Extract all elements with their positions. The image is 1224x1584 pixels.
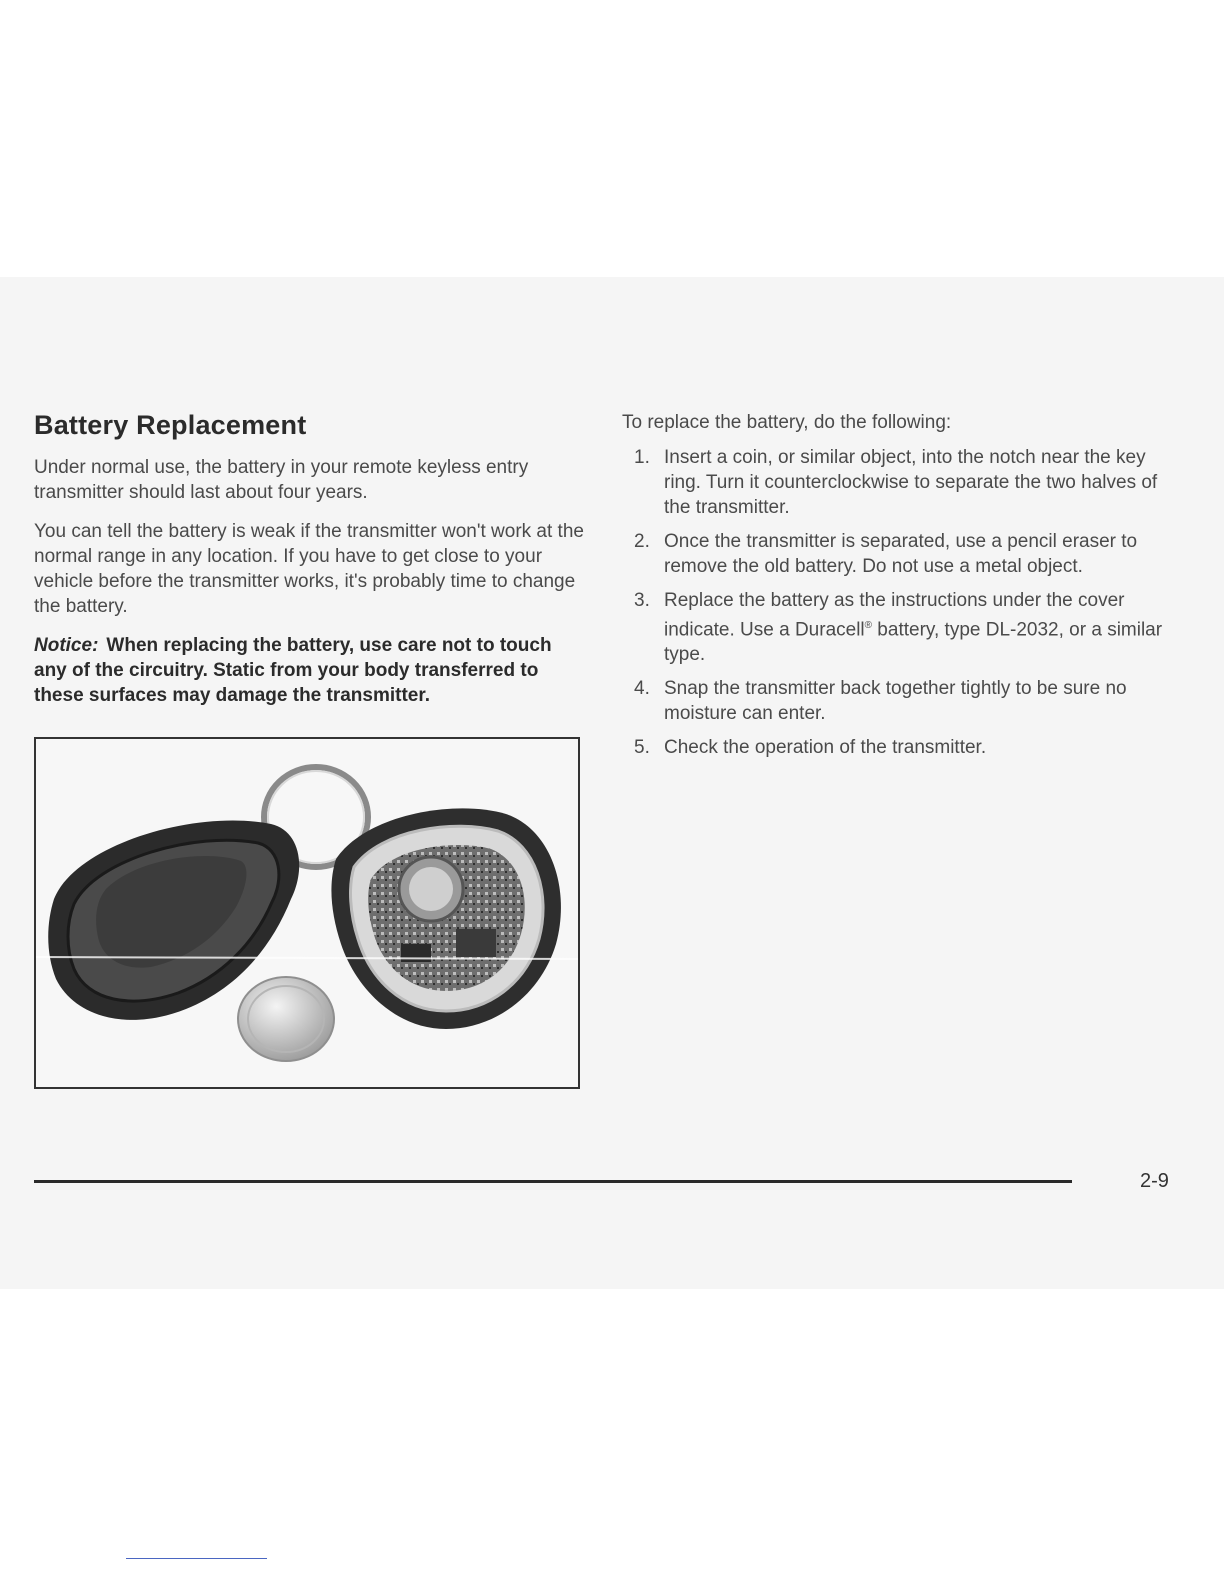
steps-intro: To replace the battery, do the following: [622,412,952,433]
step-text: Insert a coin, or similar object, into the notch near the key ring. Turn it counterclockwise to separate the two halves of the transmitter. [664,447,1158,518]
step-text: Check the operation of the transmitter. [664,737,987,759]
paragraph-battery-life: Under normal use, the battery in your remote keyless entry transmitter should last about four years. [34,457,529,503]
list-item [622,445,1182,520]
list-item [622,676,1182,726]
step-text: Once the transmitter is separated, use a pencil eraser to remove the old battery. Do not use a metal object. [664,531,1138,577]
step-number: 4. [634,678,650,700]
transmitter-photo [34,737,580,1089]
notice-paragraph [34,633,584,708]
notice-label: Notice: [34,635,99,656]
step-number: 3. [634,590,650,611]
notice-text: When replacing the battery, use care not to touch any of the circuitry. Static from your body transferred to these surfaces may damage the transmitter. [34,635,552,706]
step-number: 2. [634,531,650,552]
list-item [622,529,1182,579]
right-column [622,410,1182,769]
page-number: 2-9 [1140,1170,1169,1192]
step-text-end: battery, type DL-2032, or a similar type. [664,619,1163,666]
bottom-divider [126,1558,267,1559]
list-item [622,735,1182,760]
registered-mark: ® [864,620,873,631]
transmitter-case-right [331,808,561,1029]
footer-rule [34,1180,1072,1183]
transmitter-illustration [36,739,578,1087]
steps-list [622,445,1182,760]
step-text: Snap the transmitter back together tightly to be sure no moisture can enter. [664,678,1127,725]
paragraph-weak-battery: You can tell the battery is weak if the transmitter won't work at the normal range in any location. If you have to get close to your vehicle before the transmitter works, it's probably time to change the battery. [34,521,584,617]
section-heading: Battery Replacement [34,410,307,440]
step-number: 5. [634,737,650,759]
step-text-start: Replace the battery as the instructions under the cover indicate. Use a Duracell [664,590,1125,641]
step-number: 1. [634,447,650,468]
left-column [34,410,584,722]
list-item [622,588,1182,667]
coin-battery [238,977,334,1061]
